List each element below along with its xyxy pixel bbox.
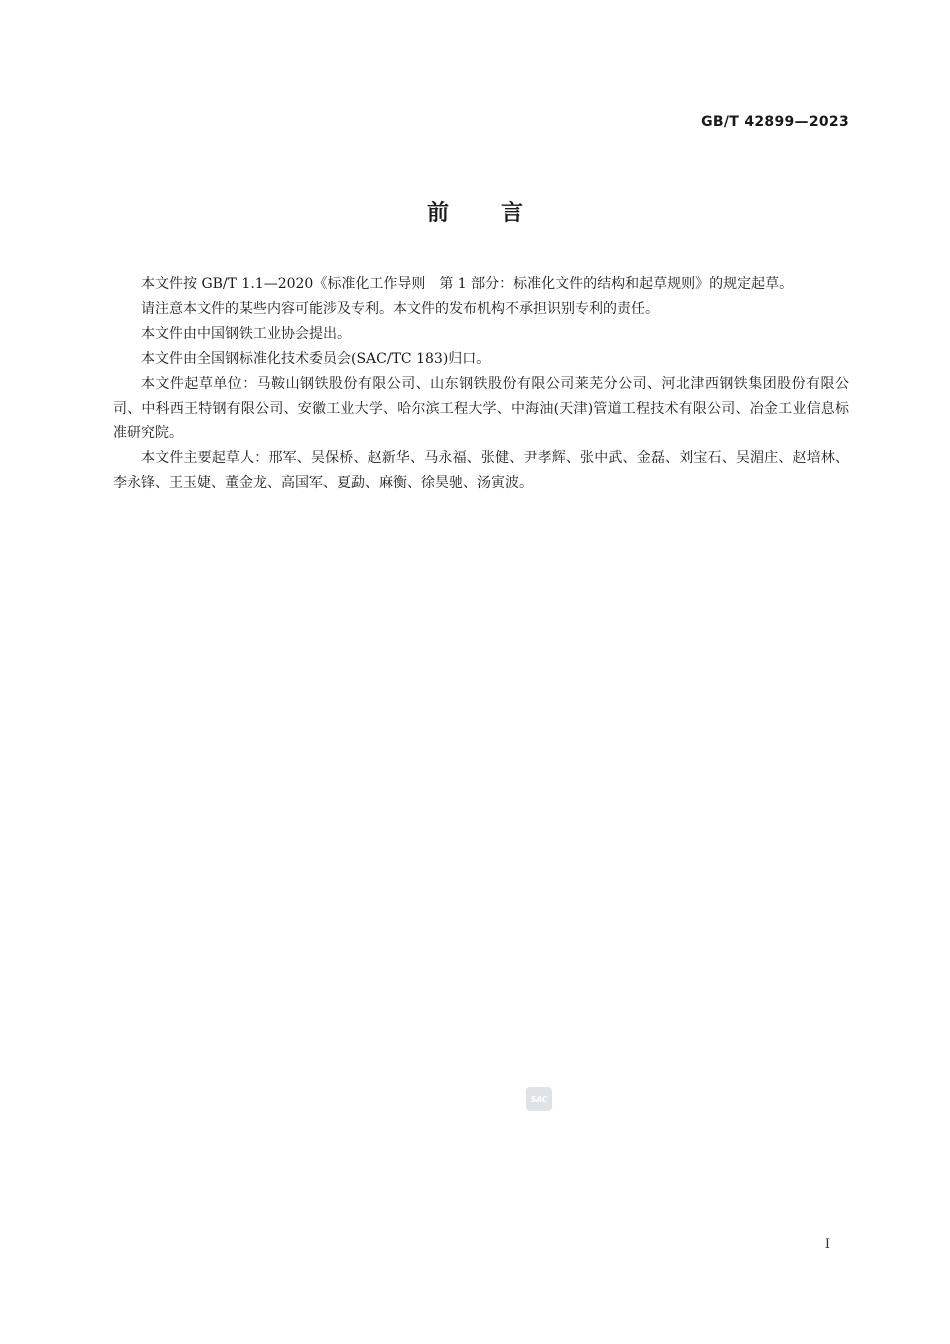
sac-logo-watermark bbox=[526, 1087, 552, 1111]
paragraph-drafting-units: 本文件起草单位：马鞍山钢铁股份有限公司、山东钢铁股份有限公司莱芜分公司、河北津西钢铁集团股份有限公司、中科西王特钢有限公司、安徽工业大学、哈尔滨工程大学、中海油(天津)管道工程技术有限公司、冶金工业信息标准研究院。 bbox=[113, 376, 849, 441]
paragraph-patent-notice: 请注意本文件的某些内容可能涉及专利。本文件的发布机构不承担识别专利的责任。 bbox=[141, 301, 659, 317]
paragraph-drafters: 本文件主要起草人：邢军、吴保桥、赵新华、马永福、张健、尹孝辉、张中武、金磊、刘宝石、吴湄庄、赵培林、李永锋、王玉婕、董金龙、高国军、夏勐、麻衡、徐昊驰、汤寅波。 bbox=[113, 450, 849, 491]
page-number: I bbox=[824, 1237, 830, 1252]
paragraph-proposer: 本文件由中国钢铁工业协会提出。 bbox=[141, 326, 351, 342]
sac-logo-text: SAC bbox=[530, 1094, 548, 1104]
paragraph-technical-committee: 本文件由全国钢标准化技术委员会(SAC/TC 183)归口。 bbox=[141, 351, 491, 367]
paragraph-drafting-rules: 本文件按 GB/T 1.1—2020《标准化工作导则 第 1 部分：标准化文件的结构和起草规则》的规定起草。 bbox=[141, 276, 794, 292]
page-title: 前言 bbox=[426, 201, 575, 226]
standard-number: GB/T 42899—2023 bbox=[701, 114, 849, 130]
foreword-body bbox=[113, 272, 849, 495]
